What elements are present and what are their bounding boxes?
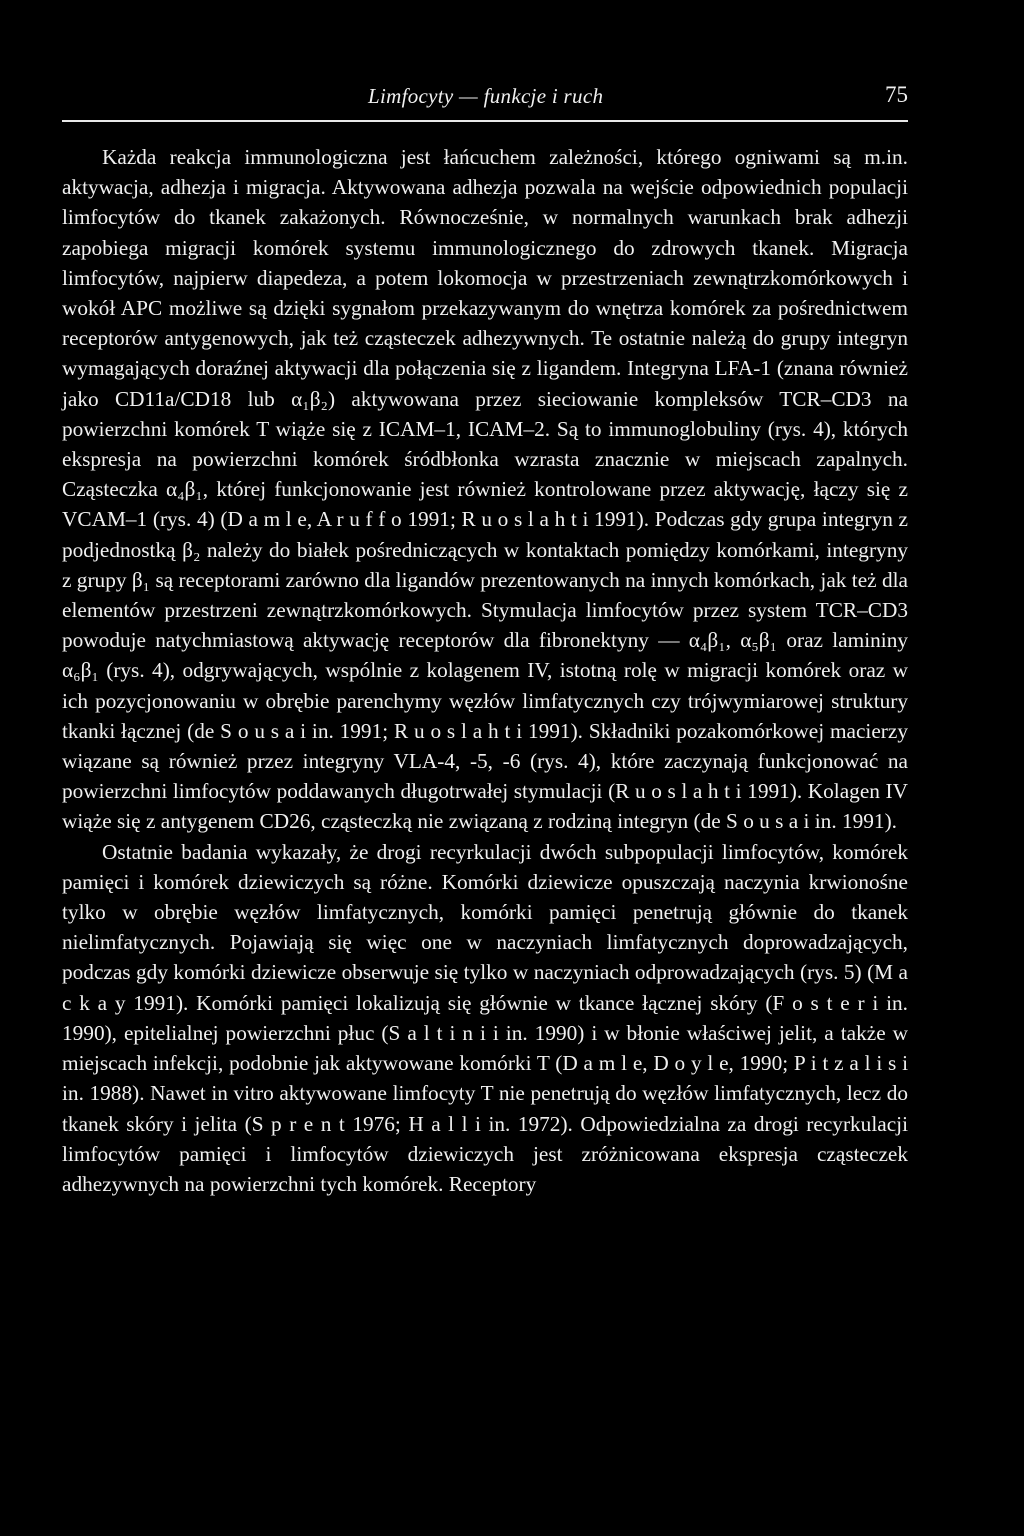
body-text bbox=[62, 142, 908, 1199]
header-rule bbox=[62, 120, 908, 122]
paragraph: Każda reakcja immunologiczna jest łańcuchem zależności, którego ogniwami są m.in. aktywacja, adhezja i migracja. Aktywowana adhezja pozwala na wejście odpowiednich populacji limfocytów do tkanek zakażonych. Równocześnie, w normalnych warunkach brak adhezji zapobiega migracji komórek systemu immunologicznego do zdrowych tkanek. Migracja limfocytów, najpierw diapedeza, a potem lokomocja w przestrzeniach zewnątrzkomórkowych i wokół APC możliwe są dzięki sygnałom przekazywanym do wnętrza komórek za pośrednictwem receptorów antygenowych, jak też cząsteczek adhezywnych. Te ostatnie należą do grupy integryn wymagających doraźnej aktywacji dla połączenia się z ligandem. Integryna LFA-1 (znana również jako CD11a/CD18 lub α₁β₂) aktywowana przez sieciowanie kompleksów TCR–CD3 na powierzchni komórek T wiąże się z ICAM–1, ICAM–2. Są to immunoglobuliny (rys. 4), których ekspresja na powierzchni komórek śródbłonka wzrasta znacznie w miejscach zapalnych. Cząsteczka α₄β₁, której funkcjonowanie jest również kontrolowane przez aktywację, łączy się z VCAM–1 (rys. 4) (D a m l e, A r u f f o 1991; R u o s l a h t i 1991). Podczas gdy grupa integryn z podjednostką β₂ należy do białek pośredniczących w kontaktach pomiędzy komórkami, integryny z grupy β₁ są receptorami zarówno dla ligandów prezentowanych na innych komórkach, jak też dla elementów przestrzeni zewnątrzkomórkowych. Stymulacja limfocytów przez system TCR–CD3 powoduje natychmiastową aktywację receptorów dla fibronektyny — α₄β₁, α₅β₁ oraz lamininy α₆β₁ (rys. 4), odgrywających, wspólnie z kolagenem IV, istotną rolę w migracji komórek oraz w ich pozycjonowaniu w obrębie parenchymy węzłów limfatycznych czy trójwymiarowej struktury tkanki łącznej (de S o u s a i in. 1991; R u o s l a h t i 1991). Składniki pozakomórkowej macierzy wiązane są również przez integryny VLA-4, -5, -6 (rys. 4), które zaczynają funkcjonować na powierzchni limfocytów poddawanych długotrwałej stymulacji (R u o s l a h t i 1991). Kolagen IV wiąże się z antygenem CD26, cząsteczką nie związaną z rodziną integryn (de S o u s a i in. 1991). bbox=[62, 145, 908, 834]
page-number: 75 bbox=[885, 82, 908, 107]
running-title: Limfocyty — funkcje i ruch bbox=[368, 84, 604, 108]
page-header bbox=[62, 84, 908, 118]
paragraph: Ostatnie badania wykazały, że drogi recyrkulacji dwóch subpopulacji limfocytów, komórek pamięci i komórek dziewiczych są różne. Komórki dziewicze opuszczają naczynia krwionośne tylko w obrębie węzłów limfatycznych, komórki pamięci penetrują głównie do tkanek nielimfatycznych. Pojawiają się więc one w naczyniach limfatycznych doprowadzających, podczas gdy komórki dziewicze obserwuje się tylko w naczyniach odprowadzających (rys. 5) (M a c k a y 1991). Komórki pamięci lokalizują się głównie w tkance łącznej skóry (F o s t e r i in. 1990), epitelialnej powierzchni płuc (S a l t i n i i in. 1990) i w błonie właściwej jelit, a także w miejscach infekcji, podobnie jak aktywowane komórki T (D a m l e, D o y l e, 1990; P i t z a l i s i in. 1988). Nawet in vitro aktywowane limfocyty T nie penetrują do węzłów limfatycznych, lecz do tkanek skóry i jelita (S p r e n t 1976; H a l l i in. 1972). Odpowiedzialna za drogi recyrkulacji limfocytów pamięci i limfocytów dziewiczych jest zróżnicowana ekspresja cząsteczek adhezywnych na powierzchni tych komórek. Receptory bbox=[62, 839, 908, 1196]
